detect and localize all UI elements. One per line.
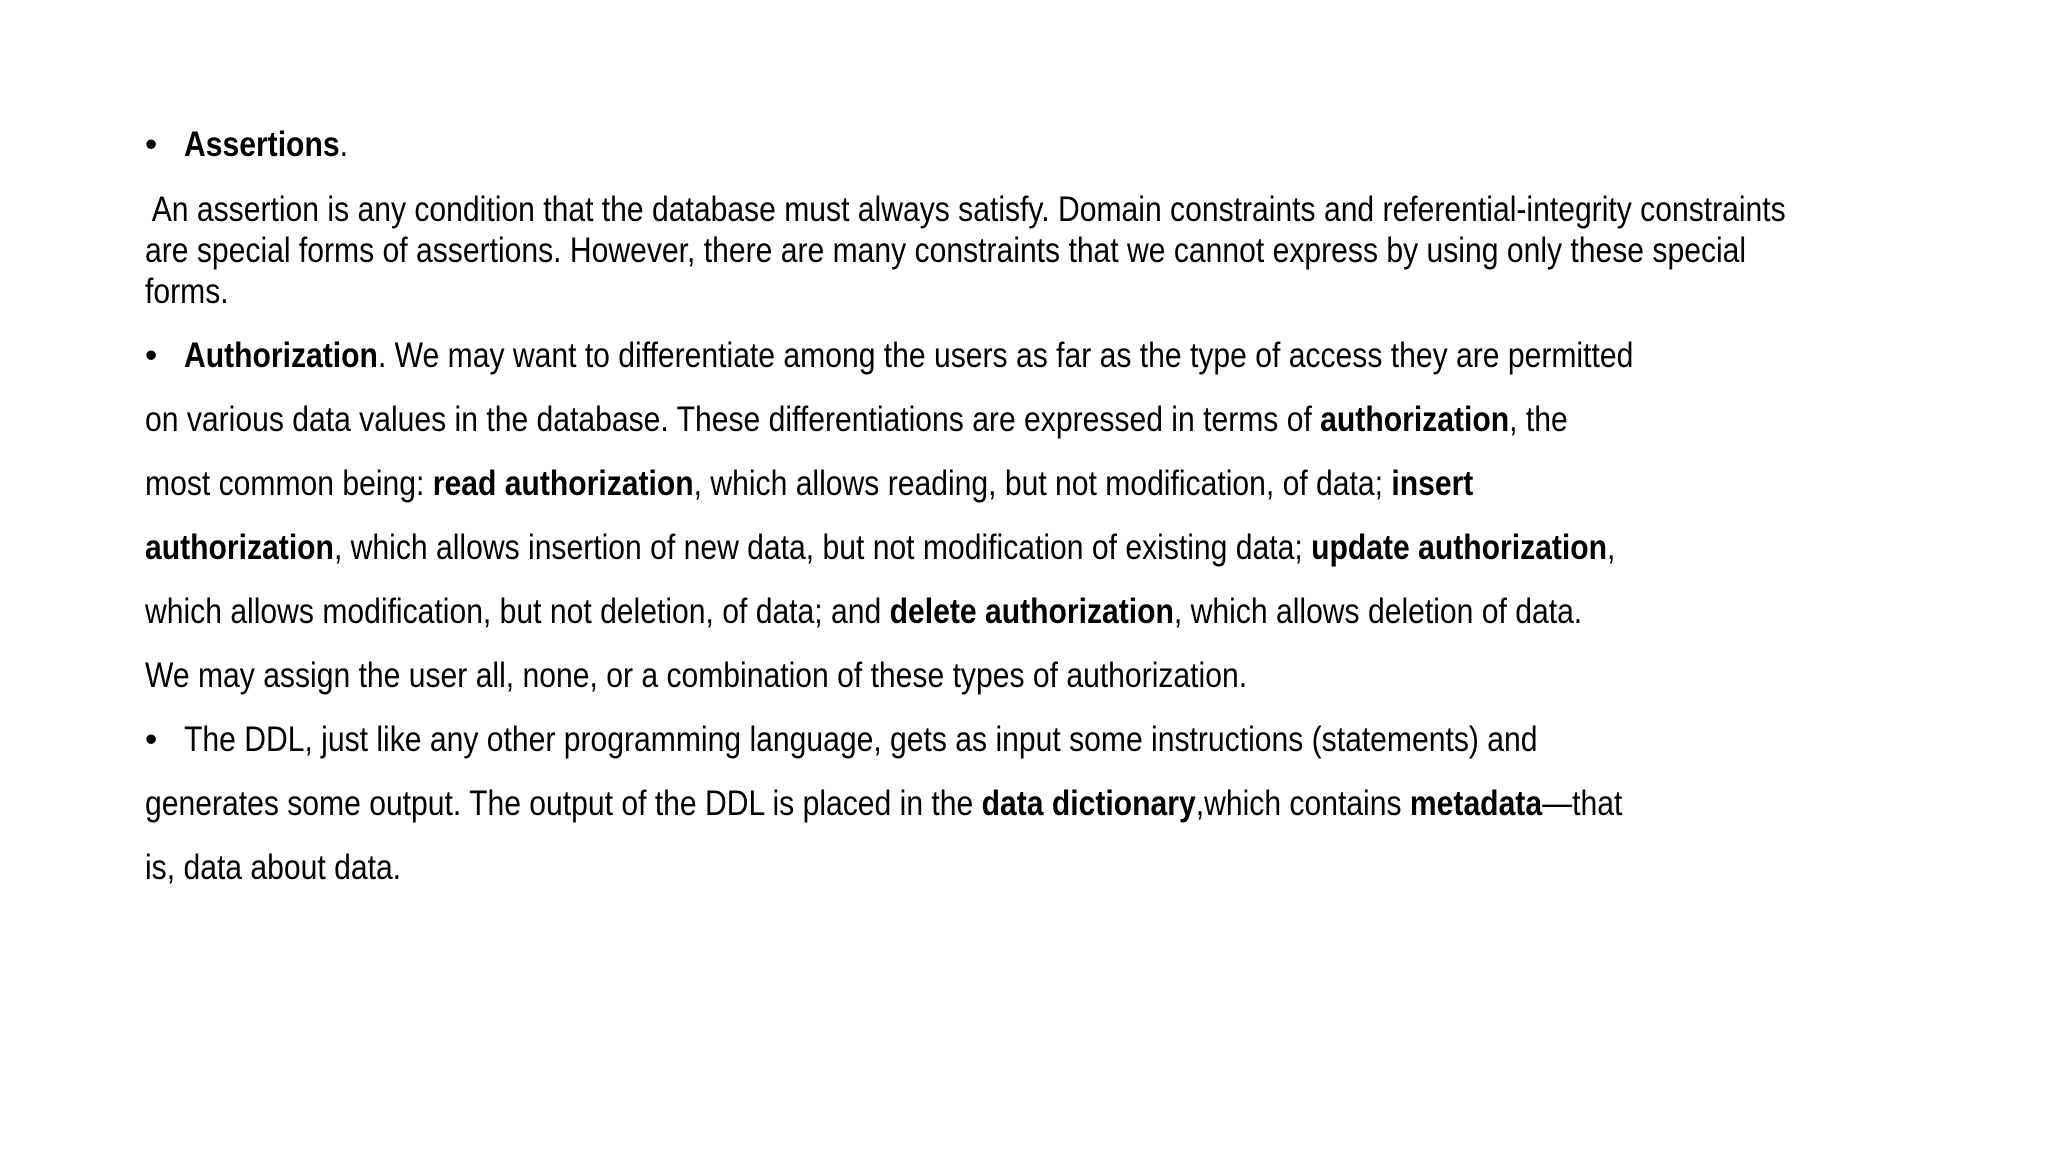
authorization-line-3 bbox=[145, 463, 1473, 505]
ddl-line-2-e: —that bbox=[1542, 784, 1623, 823]
authorization-line-1-text: . We may want to differentiate among the users as far as the type of access they are permitted bbox=[377, 336, 1634, 375]
authorization-line-1 bbox=[184, 335, 1633, 377]
authorization-line-2 bbox=[145, 399, 1568, 441]
assertions-body-line-3: forms. bbox=[145, 272, 229, 311]
delete-authorization-term: delete authorization bbox=[889, 592, 1174, 631]
ddl-line-2-c: ,which contains bbox=[1195, 784, 1410, 823]
ddl-line-2 bbox=[145, 783, 1622, 825]
bullet-ddl: • bbox=[145, 720, 158, 759]
authorization-line-3-c: , which allows reading, but not modification, of data; bbox=[693, 464, 1392, 503]
authorization-line-4-d: , bbox=[1607, 528, 1616, 567]
insert-term: insert bbox=[1391, 464, 1474, 503]
ddl-line-2-a: generates some output. The output of the DDL is placed in the bbox=[145, 784, 982, 823]
assertions-heading-line bbox=[184, 124, 348, 166]
authorization-line-4-b: , which allows insertion of new data, but not modification of existing data; bbox=[333, 528, 1312, 567]
authorization-line-5 bbox=[145, 591, 1582, 633]
read-authorization-term: read authorization bbox=[432, 464, 694, 503]
assertions-body-line-2: are special forms of assertions. However, there are many constraints that we cannot express by using only these special bbox=[145, 231, 1747, 270]
ddl-line-3: is, data about data. bbox=[145, 848, 402, 887]
ddl-line-1: The DDL, just like any other programming language, gets as input some instructions (statements) and bbox=[184, 720, 1538, 759]
authorization-line-2-a: on various data values in the database. These differentiations are expressed in terms of bbox=[145, 400, 1321, 439]
data-dictionary-term: data dictionary bbox=[981, 784, 1196, 823]
authorization-line-5-c: , which allows deletion of data. bbox=[1173, 592, 1583, 631]
metadata-term: metadata bbox=[1409, 784, 1543, 823]
assertions-body-line-1: An assertion is any condition that the database must always satisfy. Domain constraints and referential-integrity constraints bbox=[145, 190, 1786, 229]
bullet-authorization: • bbox=[145, 336, 158, 375]
authorization-line-2-c: , the bbox=[1509, 400, 1568, 439]
authorization-line-4 bbox=[145, 527, 1615, 569]
insert-authorization-term-tail: authorization bbox=[145, 528, 334, 567]
assertions-heading-tail: . bbox=[339, 125, 348, 164]
assertions-heading: Assertions bbox=[184, 125, 340, 164]
authorization-term: authorization bbox=[1320, 400, 1510, 439]
update-authorization-term: update authorization bbox=[1311, 528, 1608, 567]
authorization-line-5-a: which allows modification, but not deletion, of data; and bbox=[145, 592, 890, 631]
authorization-heading: Authorization bbox=[184, 336, 378, 375]
bullet-assertions: • bbox=[145, 125, 158, 164]
authorization-line-6: We may assign the user all, none, or a combination of these types of authorization. bbox=[145, 656, 1248, 695]
authorization-line-3-a: most common being: bbox=[145, 464, 433, 503]
